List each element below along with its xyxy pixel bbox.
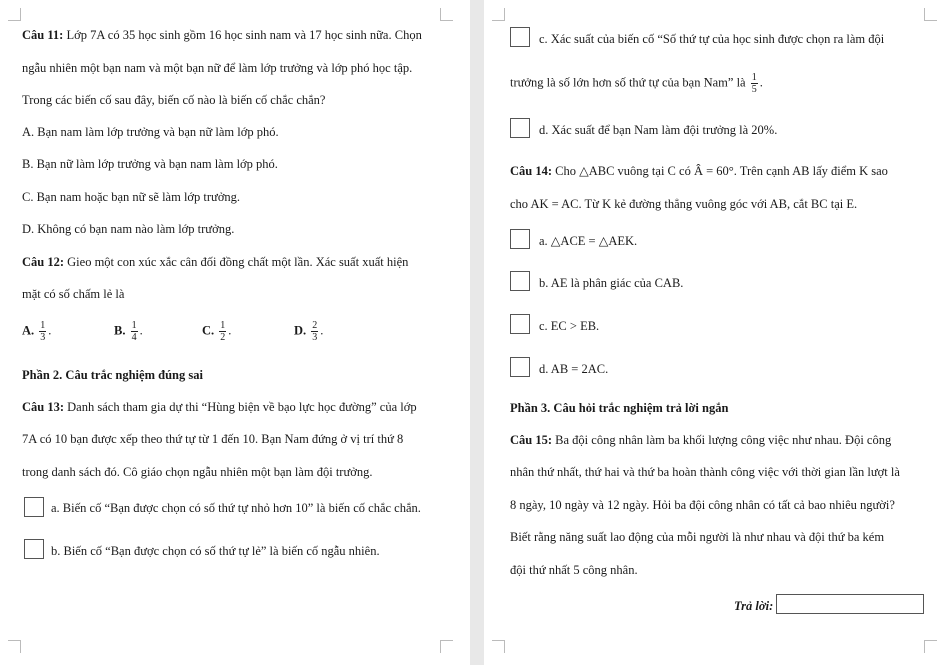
q13-line1 bbox=[22, 399, 417, 415]
corner-mark bbox=[924, 640, 937, 653]
q13-text: Danh sách tham gia dự thi “Hùng biện về bạo lực học đường” của lớp bbox=[64, 400, 417, 414]
q13d-text: d. Xác suất để bạn Nam làm đội trưởng là 20%. bbox=[539, 123, 778, 137]
q13a-text: a. Biến cố “Bạn được chọn có số thứ tự nhỏ hơn 10” là biến cố chắc chắn. bbox=[51, 501, 421, 515]
q13a-checkbox[interactable] bbox=[24, 497, 44, 517]
denominator: 2 bbox=[220, 332, 226, 343]
q15-line1 bbox=[510, 432, 891, 448]
corner-mark bbox=[440, 8, 453, 21]
q14a-checkbox[interactable] bbox=[510, 229, 530, 249]
denominator: 3 bbox=[312, 332, 318, 343]
q14d-text: d. AB = 2AC. bbox=[539, 362, 609, 376]
q12-option-b: B. $\frac{1}{4}$ . bbox=[114, 320, 143, 343]
q14-line2: cho AK = AC. Từ K kẻ đường thẳng vuông góc với AB, cắt BC tại E. bbox=[510, 197, 858, 211]
q15-line2: nhân thứ nhất, thứ hai và thứ ba hoàn thành công việc với thời gian lần lượt là bbox=[510, 465, 900, 479]
answer-input[interactable] bbox=[776, 594, 924, 614]
part3-heading: Phần 3. Câu hỏi trắc nghiệm trả lời ngắn bbox=[510, 401, 729, 415]
numerator: 1 bbox=[751, 72, 757, 83]
q13c-line2: trưởng là số lớn hơn số thứ tự của bạn Nam” là $\frac{1}{5}$ . bbox=[510, 72, 763, 95]
q14-line1 bbox=[510, 163, 888, 179]
q12-line1 bbox=[22, 254, 408, 270]
numerator: 1 bbox=[40, 320, 46, 331]
q13c-checkbox[interactable] bbox=[510, 27, 530, 47]
q14c-text: c. EC > EB. bbox=[539, 319, 600, 333]
q11-label: Câu 11: bbox=[22, 28, 64, 42]
q14c-checkbox[interactable] bbox=[510, 314, 530, 334]
part2-heading: Phần 2. Câu trắc nghiệm đúng sai bbox=[22, 368, 203, 382]
q12-text: Gieo một con xúc xắc cân đối đồng chất một lần. Xác suất xuất hiện bbox=[64, 255, 409, 269]
numerator: 1 bbox=[131, 320, 137, 331]
q12-label: Câu 12: bbox=[22, 255, 65, 269]
fraction bbox=[39, 320, 46, 343]
q11-line3: Trong các biến cố sau đây, biến cố nào là biến cố chắc chắn? bbox=[22, 93, 326, 107]
q12-option-c: C. $\frac{1}{2}$ . bbox=[202, 320, 232, 343]
q14b-checkbox[interactable] bbox=[510, 271, 530, 291]
q15-text: Ba đội công nhân làm ba khối lượng công việc như nhau. Đội công bbox=[552, 433, 892, 447]
q13-label: Câu 13: bbox=[22, 400, 65, 414]
q15-label: Câu 15: bbox=[510, 433, 553, 447]
q13-line3: trong danh sách đó. Cô giáo chọn ngẫu nhiên một bạn làm đội trưởng. bbox=[22, 465, 373, 479]
q11-line1 bbox=[22, 27, 422, 43]
fraction bbox=[751, 72, 758, 95]
q13b-checkbox[interactable] bbox=[24, 539, 44, 559]
answer-label: Trả lời: bbox=[734, 599, 774, 613]
corner-mark bbox=[924, 8, 937, 21]
numerator: 1 bbox=[220, 320, 226, 331]
right-page bbox=[484, 0, 950, 665]
option-letter: A. bbox=[22, 323, 35, 338]
q13d-checkbox[interactable] bbox=[510, 118, 530, 138]
q14-text: Cho △ABC vuông tại C có Â = 60°. Trên cạnh AB lấy điểm K sao bbox=[552, 164, 888, 178]
q12-line2: mặt có số chấm lẻ là bbox=[22, 287, 125, 301]
corner-mark bbox=[440, 640, 453, 653]
q11-option-c: C. Bạn nam hoặc bạn nữ sẽ làm lớp trưởng. bbox=[22, 190, 241, 204]
corner-mark bbox=[492, 8, 505, 21]
q11-line2: ngẫu nhiên một bạn nam và một bạn nữ để làm lớp trưởng và lớp phó học tập. bbox=[22, 61, 413, 75]
q14b-text: b. AE là phân giác của CAB. bbox=[539, 276, 684, 290]
denominator: 3 bbox=[40, 332, 46, 343]
q12-option-d: D. $\frac{2}{3}$ . bbox=[294, 320, 324, 343]
corner-mark bbox=[492, 640, 505, 653]
q13c-line1: c. Xác suất của biến cố “Số thứ tự của học sinh được chọn ra làm đội bbox=[539, 32, 885, 46]
numerator: 2 bbox=[312, 320, 318, 331]
left-page bbox=[0, 0, 470, 665]
option-letter: B. bbox=[114, 323, 126, 338]
q14-label: Câu 14: bbox=[510, 164, 553, 178]
q15-line5: đội thứ nhất 5 công nhân. bbox=[510, 563, 638, 577]
fraction bbox=[131, 320, 138, 343]
q15-line3: 8 ngày, 10 ngày và 12 ngày. Hỏi ba đội công nhân có tất cả bao nhiêu người? bbox=[510, 498, 895, 512]
q11-text: Lớp 7A có 35 học sinh gồm 16 học sinh nam và 17 học sinh nữa. Chọn bbox=[63, 28, 422, 42]
q14d-checkbox[interactable] bbox=[510, 357, 530, 377]
q11-option-a: A. Bạn nam làm lớp trưởng và bạn nữ làm lớp phó. bbox=[22, 125, 279, 139]
denominator: 5 bbox=[751, 84, 757, 95]
q15-line4: Biết rằng năng suất lao động của mỗi người là như nhau và đội thứ ba kém bbox=[510, 530, 885, 544]
q14a-text: a. △ACE = △AEK. bbox=[539, 234, 638, 248]
fraction bbox=[219, 320, 226, 343]
q13-line2: 7A có 10 bạn được xếp theo thứ tự từ 1 đến 10. Bạn Nam đứng ở vị trí thứ 8 bbox=[22, 432, 404, 446]
corner-mark bbox=[8, 8, 21, 21]
q13c-text: trưởng là số lớn hơn số thứ tự của bạn Nam” là bbox=[510, 75, 746, 90]
q11-option-b: B. Bạn nữ làm lớp trưởng và bạn nam làm lớp phó. bbox=[22, 157, 278, 171]
option-letter: D. bbox=[294, 323, 307, 338]
fraction bbox=[311, 320, 318, 343]
denominator: 4 bbox=[131, 332, 137, 343]
option-letter: C. bbox=[202, 323, 215, 338]
q12-option-a: A. $\frac{1}{3}$ . bbox=[22, 320, 52, 343]
q13b-text: b. Biến cố “Bạn được chọn có số thứ tự lẻ” là biến cố ngẫu nhiên. bbox=[51, 544, 380, 558]
corner-mark bbox=[8, 640, 21, 653]
q11-option-d: D. Không có bạn nam nào làm lớp trưởng. bbox=[22, 222, 235, 236]
